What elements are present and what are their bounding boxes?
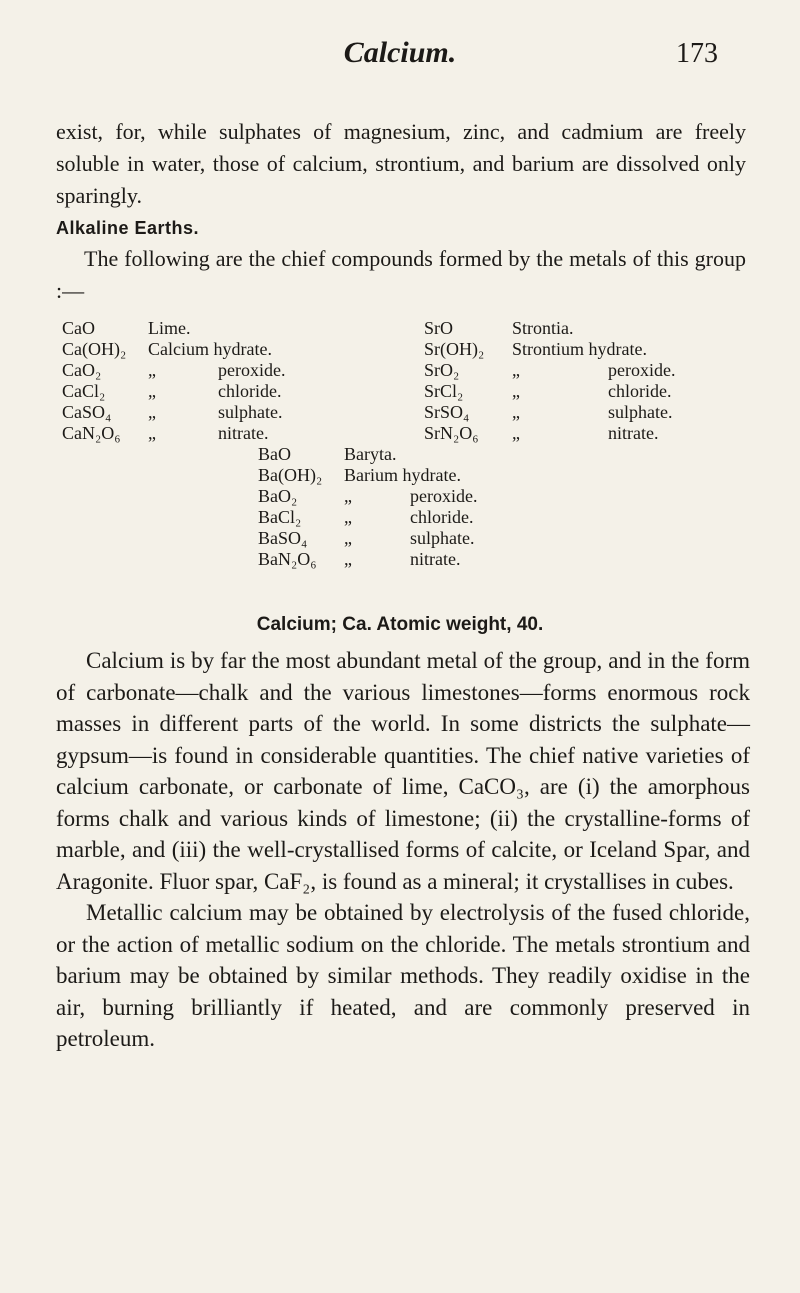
running-title: Calcium.: [343, 36, 457, 69]
compound-description: nitrate.: [608, 423, 659, 443]
compound-row: [424, 381, 675, 402]
compound-row: [424, 318, 675, 339]
strontium-compounds-list: [424, 318, 675, 444]
compound-formula: Ca(OH)₂: [62, 339, 127, 359]
ditto-mark: „: [148, 360, 156, 380]
barium-compounds-list: [258, 444, 477, 570]
compound-formula: BaN₂O₆: [258, 549, 317, 569]
ditto-mark: „: [512, 381, 520, 401]
compound-description: Strontium hydrate.: [512, 339, 647, 359]
compound-formula: SrO: [424, 318, 454, 338]
compound-row: [424, 360, 675, 381]
compound-row: [258, 549, 477, 570]
compound-row: [258, 528, 477, 549]
compound-row: [62, 423, 285, 444]
ditto-mark: „: [512, 360, 520, 380]
ditto-mark: „: [148, 381, 156, 401]
compound-description: Baryta.: [344, 444, 397, 464]
compound-formula: SrO₂: [424, 360, 460, 380]
compound-row: [258, 465, 477, 486]
compound-description: sulphate.: [410, 528, 475, 548]
compound-description: chloride.: [608, 381, 672, 401]
compound-row: [258, 507, 477, 528]
compound-description: chloride.: [410, 507, 474, 527]
compound-row: [62, 318, 285, 339]
compound-formula: CaO: [62, 318, 95, 338]
compound-formula: CaSO₄: [62, 402, 112, 422]
intro-paragraph: exist, for, while sulphates of magnesium, zinc, and cadmium are freely soluble in water, those of calcium, strontium, and barium are dissolved only sparingly.: [56, 119, 746, 208]
compound-formula: Sr(OH)₂: [424, 339, 485, 359]
ditto-mark: „: [148, 423, 156, 443]
compound-description: chloride.: [218, 381, 282, 401]
compound-row: [62, 360, 285, 381]
compound-description: nitrate.: [410, 549, 461, 569]
compound-row: [424, 423, 675, 444]
section-heading: Calcium; Ca. Atomic weight, 40.: [256, 614, 544, 635]
compound-formula: CaO₂: [62, 360, 102, 380]
compound-description: peroxide.: [410, 486, 478, 506]
ditto-mark: „: [512, 423, 520, 443]
compound-formula: BaO₂: [258, 486, 298, 506]
ditto-mark: „: [148, 402, 156, 422]
compound-formula: Ba(OH)₂: [258, 465, 323, 485]
paragraph-metallic-calcium: Metallic calcium may be obtained by electrolysis of the fused chloride, or the action of metallic sodium on the chloride. The metals strontium and barium may be obtained by similar methods. They readily oxidise in the air, burning brilliantly if heated, and are commonly preserved in petroleum.: [56, 900, 750, 1051]
compound-description: peroxide.: [218, 360, 286, 380]
compound-row: [62, 402, 285, 423]
compound-formula: SrN₂O₆: [424, 423, 479, 443]
paragraph-calcium-abundance: Calcium is by far the most abundant metal of the group, and in the form of carbonate—chalk and the various limestones—forms enormous rock masses in different parts of the world. In some districts the sulphate—gypsum—is found in considerable quantities. The chief native varieties of calcium carbonate, or carbonate of lime, CaCO₃, are (i) the amorphous forms chalk and various kinds of limestone; (ii) the crystalline-forms of marble, and (iii) the well-crystallised forms of calcite, or Iceland Spar, and Aragonite. Fluor spar, CaF₂, is found as a mineral; it crystallises in cubes.: [56, 648, 750, 894]
ditto-mark: „: [512, 402, 520, 422]
compounds-intro-paragraph: The following are the chief compounds formed by the metals of this group :—: [56, 246, 746, 303]
compound-formula: SrSO₄: [424, 402, 470, 422]
compound-row: [424, 402, 675, 423]
compound-formula: BaSO₄: [258, 528, 308, 548]
calcium-compounds-list: [62, 318, 285, 444]
compound-row: [62, 339, 285, 360]
ditto-mark: „: [344, 528, 352, 548]
compound-description: Barium hydrate.: [344, 465, 461, 485]
compound-description: sulphate.: [218, 402, 283, 422]
compound-row: [424, 339, 675, 360]
compound-formula: SrCl₂: [424, 381, 464, 401]
ditto-mark: „: [344, 507, 352, 527]
ditto-mark: „: [344, 486, 352, 506]
compound-row: [258, 444, 477, 465]
compound-formula: CaN₂O₆: [62, 423, 121, 443]
compound-description: Lime.: [148, 318, 191, 338]
compound-row: [258, 486, 477, 507]
compound-formula: BaO: [258, 444, 291, 464]
page-number: 173: [676, 38, 718, 69]
compound-description: Strontia.: [512, 318, 574, 338]
ditto-mark: „: [344, 549, 352, 569]
intro-block: [56, 116, 746, 307]
compound-formula: BaCl₂: [258, 507, 302, 527]
compound-description: sulphate.: [608, 402, 673, 422]
compound-formula: CaCl₂: [62, 381, 106, 401]
page-header: [0, 34, 800, 74]
compound-row: [62, 381, 285, 402]
compound-description: peroxide.: [608, 360, 676, 380]
alkaline-earths-heading: Alkaline Earths.: [56, 218, 200, 238]
compound-description: nitrate.: [218, 423, 269, 443]
compound-description: Calcium hydrate.: [148, 339, 272, 359]
main-text: [56, 645, 750, 1055]
